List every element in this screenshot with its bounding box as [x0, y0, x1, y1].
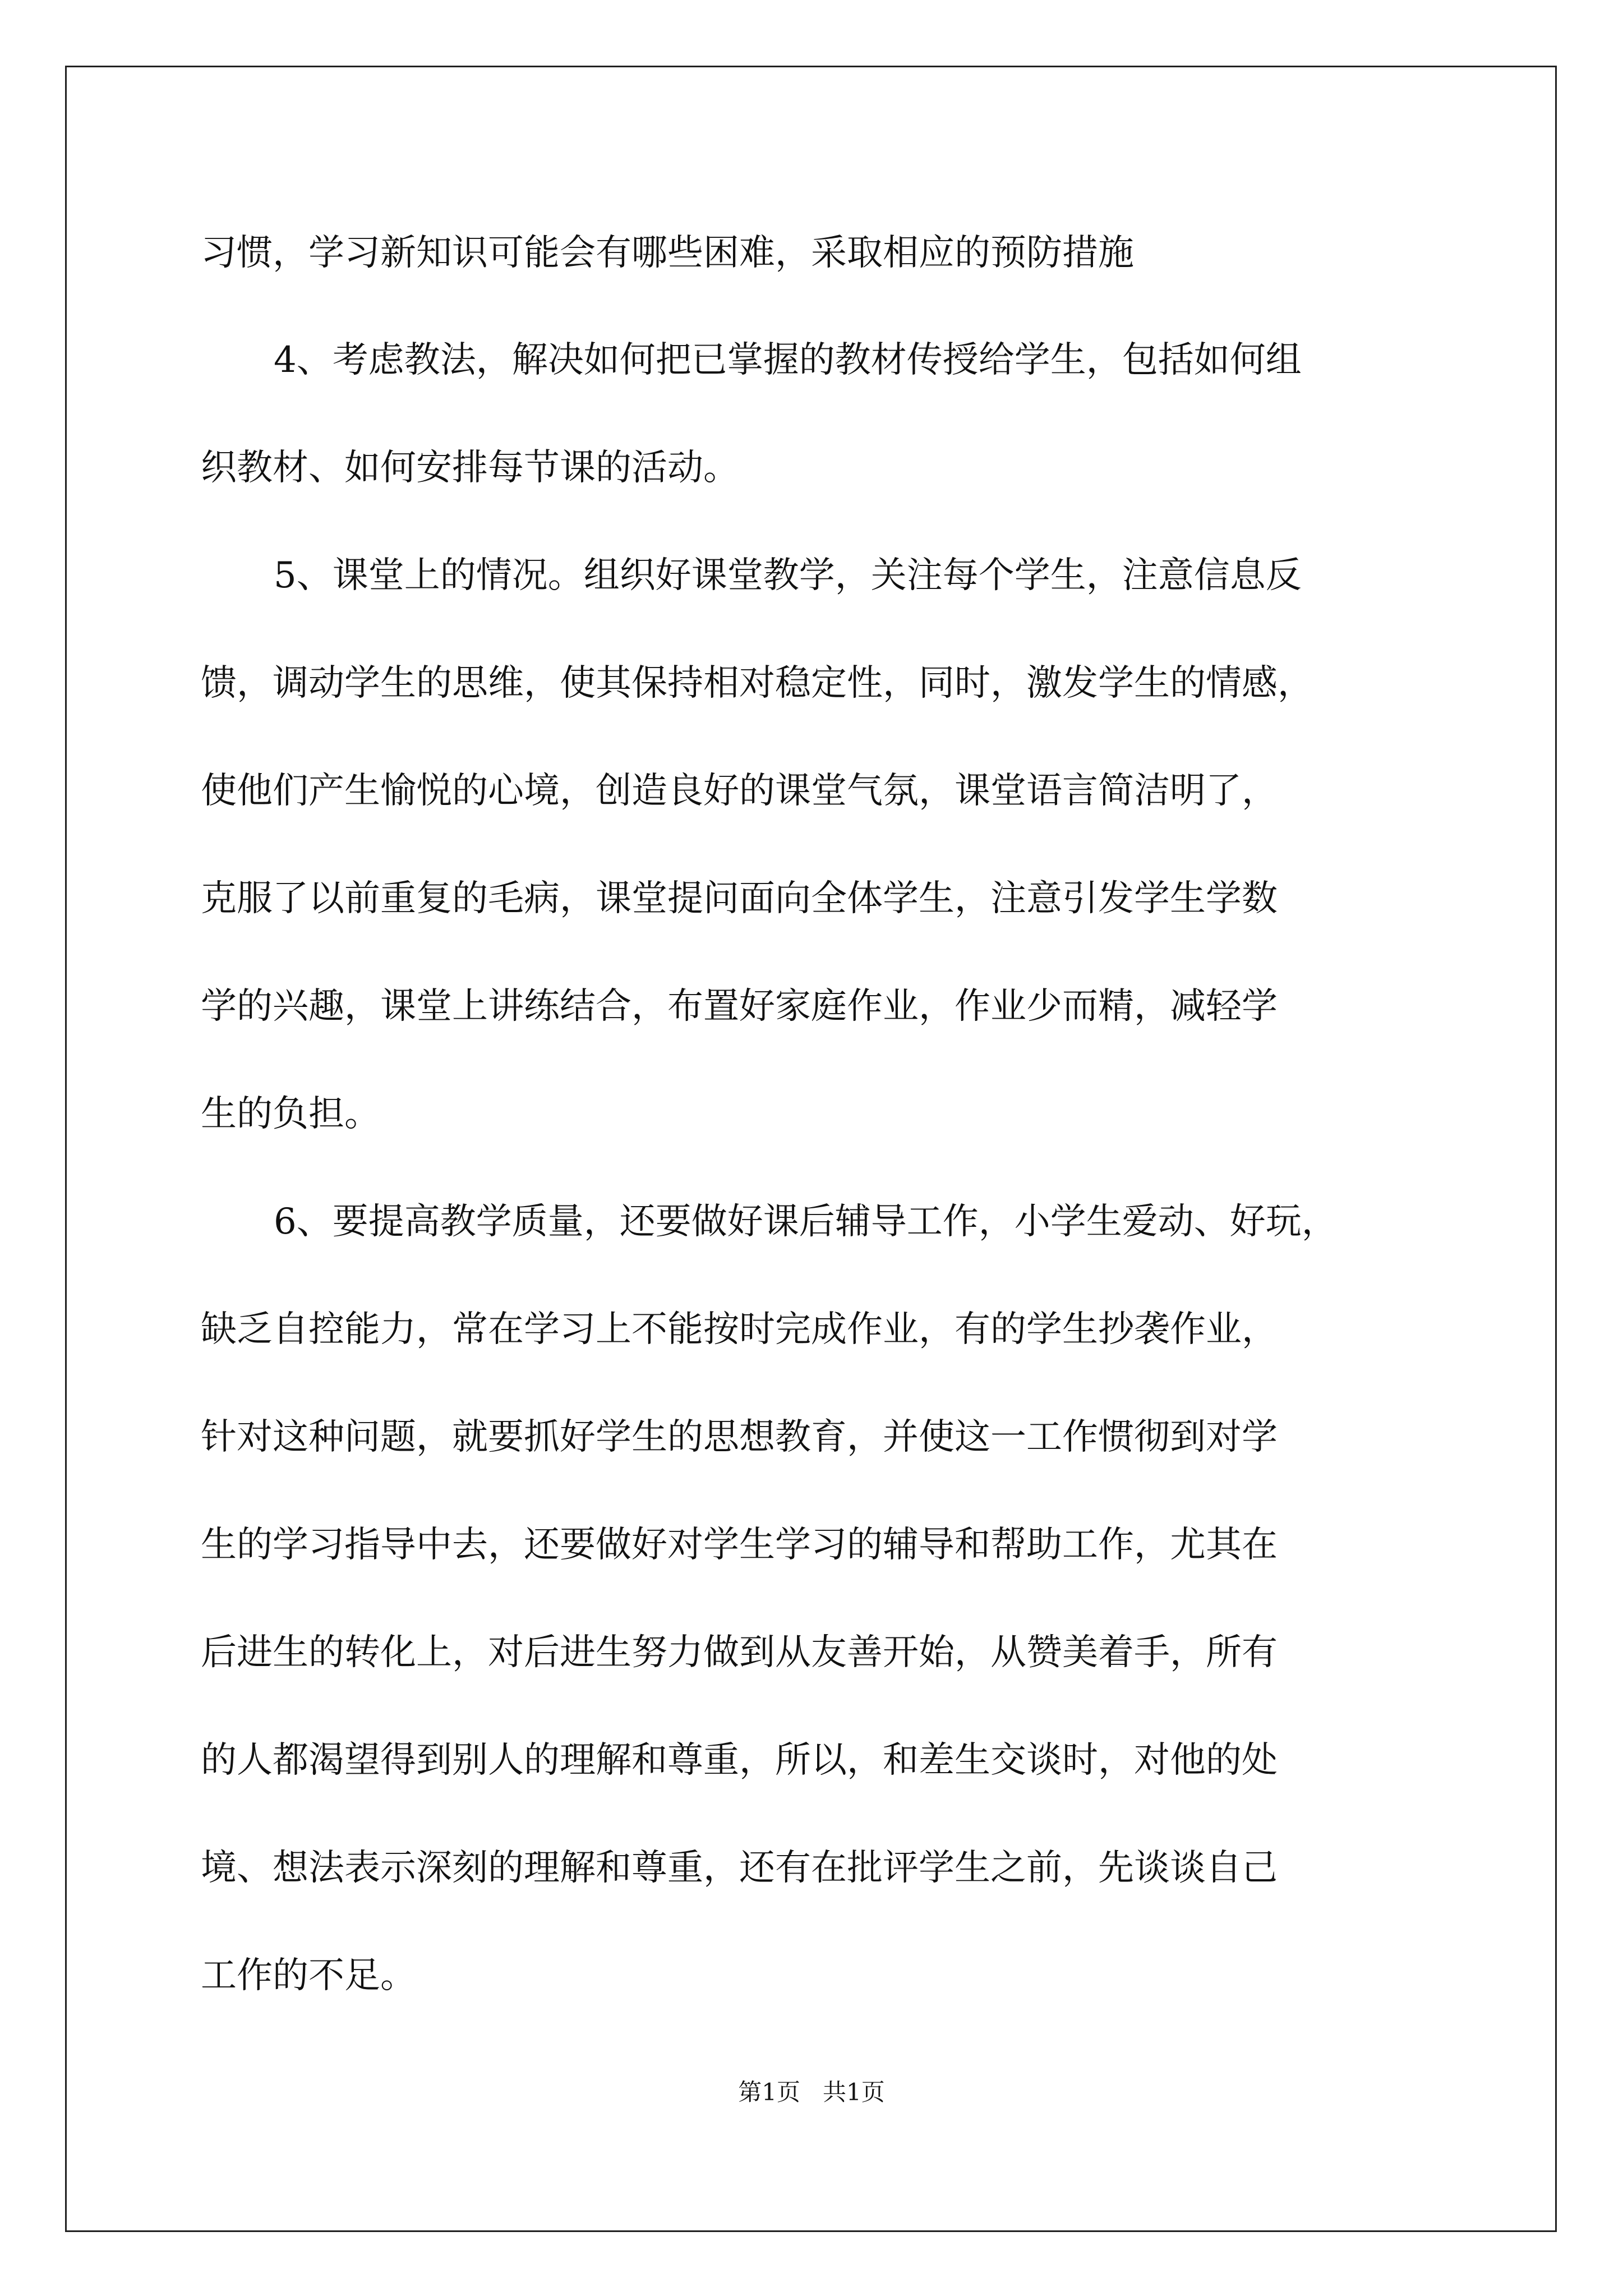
- text-line: 针对这种问题，就要抓好学生的思想教育，并使这一工作惯彻到对学: [201, 1416, 1278, 1458]
- text-line: 使他们产生愉悦的心境，创造良好的课堂气氛，课堂语言简洁明了，: [201, 770, 1278, 812]
- text-line: 生的学习指导中去，还要做好对学生学习的辅导和帮助工作，尤其在: [201, 1524, 1278, 1566]
- text-line: 后进生的转化上，对后进生努力做到从友善开始，从赞美着手，所有: [201, 1632, 1278, 1673]
- text-line: 习惯，学习新知识可能会有哪些困难，采取相应的预防措施: [201, 232, 1134, 274]
- text-line: 克服了以前重复的毛病，课堂提问面向全体学生，注意引发学生学数: [201, 878, 1278, 919]
- text-line: 生的负担。: [201, 1093, 380, 1135]
- text-line: 学的兴趣，课堂上讲练结合，布置好家庭作业，作业少而精，减轻学: [201, 986, 1278, 1027]
- text-line: 6、要提高教学质量，还要做好课后辅导工作，小学生爱动、好玩，: [274, 1201, 1338, 1243]
- page-border: [65, 66, 1557, 2232]
- text-line: 织教材、如何安排每节课的活动。: [201, 447, 739, 489]
- text-line: 馈，调动学生的思维，使其保持相对稳定性，同时，激发学生的情感，: [201, 662, 1313, 704]
- text-line: 境、想法表示深刻的理解和尊重，还有在批评学生之前，先谈谈自己: [201, 1847, 1278, 1889]
- text-line: 的人都渴望得到别人的理解和尊重，所以，和差生交谈时，对他的处: [201, 1740, 1278, 1781]
- text-line: 工作的不足。: [201, 1955, 416, 1996]
- text-line: 4、考虑教法，解决如何把已掌握的教材传授给学生，包括如何组: [274, 339, 1302, 381]
- page-number-footer: 第1页 共1页: [738, 2078, 885, 2106]
- text-line: 缺乏自控能力，常在学习上不能按时完成作业，有的学生抄袭作业，: [201, 1309, 1278, 1350]
- text-line: 5、课堂上的情况。组织好课堂教学，关注每个学生，注意信息反: [274, 555, 1302, 596]
